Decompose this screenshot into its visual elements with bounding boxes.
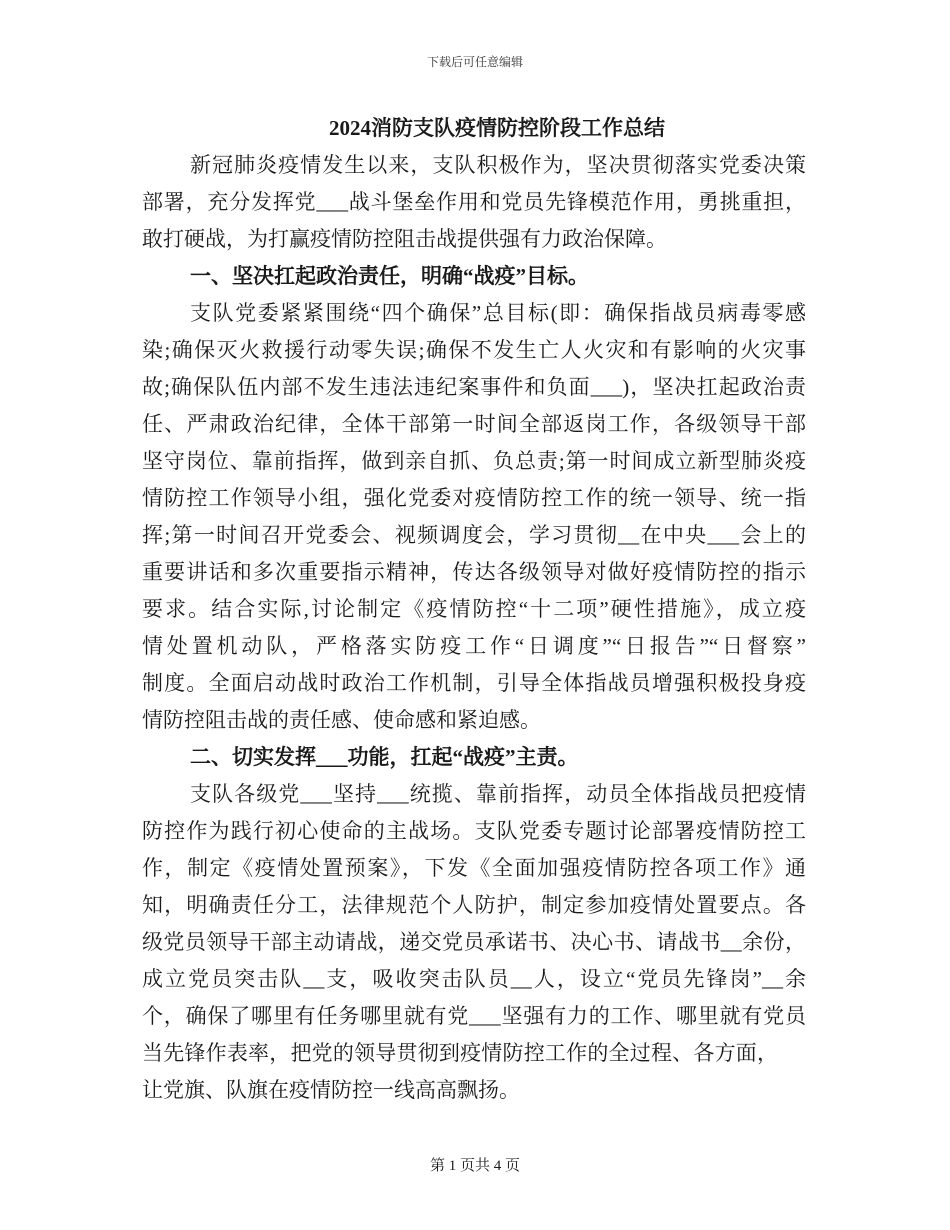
- paragraph-line: 级党员领导干部主动请战，递交党员承诺书、决心书、请战书__余份，: [142, 930, 806, 954]
- paragraph-line: 作，制定《疫情处置预案》，下发《全面加强疫情防控各项工作》通: [142, 856, 806, 880]
- section-heading-2: 二、切实发挥___功能，扛起“战疫”主责。: [190, 745, 579, 769]
- paragraph-line: 情防控工作领导小组，强化党委对疫情防控工作的统一领导、统一指: [142, 486, 806, 510]
- section-heading-1: 一、坚决扛起政治责任，明确“战疫”目标。: [190, 264, 589, 288]
- paragraph-line: 支队党委紧紧围绕“四个确保”总目标(即：确保指战员病毒零感: [190, 301, 806, 325]
- document-title: 2024消防支队疫情防控阶段工作总结: [329, 116, 665, 140]
- paragraph-line: 支队各级党___坚持___统揽、靠前指挥，动员全体指战员把疫情: [190, 782, 806, 806]
- paragraph-line: 敢打硬战，为打赢疫情防控阻击战提供强有力政治保障。: [142, 227, 667, 251]
- section-2-paragraph: [142, 776, 806, 1109]
- paragraph-line: 新冠肺炎疫情发生以来，支队积极作为，坚决贯彻落实党委决策: [190, 153, 806, 177]
- paragraph-line: 情处置机动队，严格落实防疫工作“日调度”“日报告”“日督察”: [142, 634, 806, 658]
- paragraph-line: 要求。结合实际,讨论制定《疫情防控“十二项”硬性措施》，成立疫: [142, 597, 806, 621]
- paragraph-line: 个，确保了哪里有任务哪里就有党___坚强有力的工作、哪里就有党员: [142, 1004, 806, 1028]
- section-1-paragraph: [142, 295, 806, 739]
- paragraph-line: 让党旗、队旗在疫情防控一线高高飘扬。: [142, 1078, 520, 1102]
- paragraph-line: 当先锋作表率，把党的领导贯彻到疫情防控工作的全过程、各方面，: [142, 1041, 778, 1065]
- page-footer: 第 1 页共 4 页: [429, 1158, 520, 1174]
- paragraph-line: 防控作为践行初心使命的主战场。支队党委专题讨论部署疫情防控工: [142, 819, 806, 843]
- paragraph-line: 重要讲话和多次重要指示精神，传达各级领导对做好疫情防控的指示: [142, 560, 806, 584]
- paragraph-line: 成立党员突击队__支，吸收突击队员__人，设立“党员先锋岗”__余: [142, 967, 806, 991]
- paragraph-line: 部署，充分发挥党___战斗堡垒作用和党员先锋模范作用，勇挑重担，: [142, 190, 806, 214]
- paragraph-line: 坚守岗位、靠前指挥，做到亲自抓、负总责;第一时间成立新型肺炎疫: [142, 449, 806, 473]
- paragraph-line: 知，明确责任分工，法律规范个人防护，制定参加疫情处置要点。各: [142, 893, 806, 917]
- paragraph-line: 染;确保灭火救援行动零失误;确保不发生亡人火灾和有影响的火灾事: [142, 338, 806, 362]
- header-note: 下载后可任意编辑: [426, 55, 523, 69]
- document-body: [142, 110, 806, 1109]
- paragraph-line: 挥;第一时间召开党委会、视频调度会，学习贯彻__在中央___会上的: [142, 523, 806, 547]
- paragraph-line: 故;确保队伍内部不发生违法违纪案事件和负面___)，坚决扛起政治责: [142, 375, 806, 399]
- paragraph-line: 制度。全面启动战时政治工作机制，引导全体指战员增强积极投身疫: [142, 671, 806, 695]
- paragraph-line: 情防控阻击战的责任感、使命感和紧迫感。: [142, 708, 541, 732]
- paragraph-line: 任、严肃政治纪律，全体干部第一时间全部返岗工作，各级领导干部: [142, 412, 806, 436]
- intro-paragraph: [142, 147, 806, 258]
